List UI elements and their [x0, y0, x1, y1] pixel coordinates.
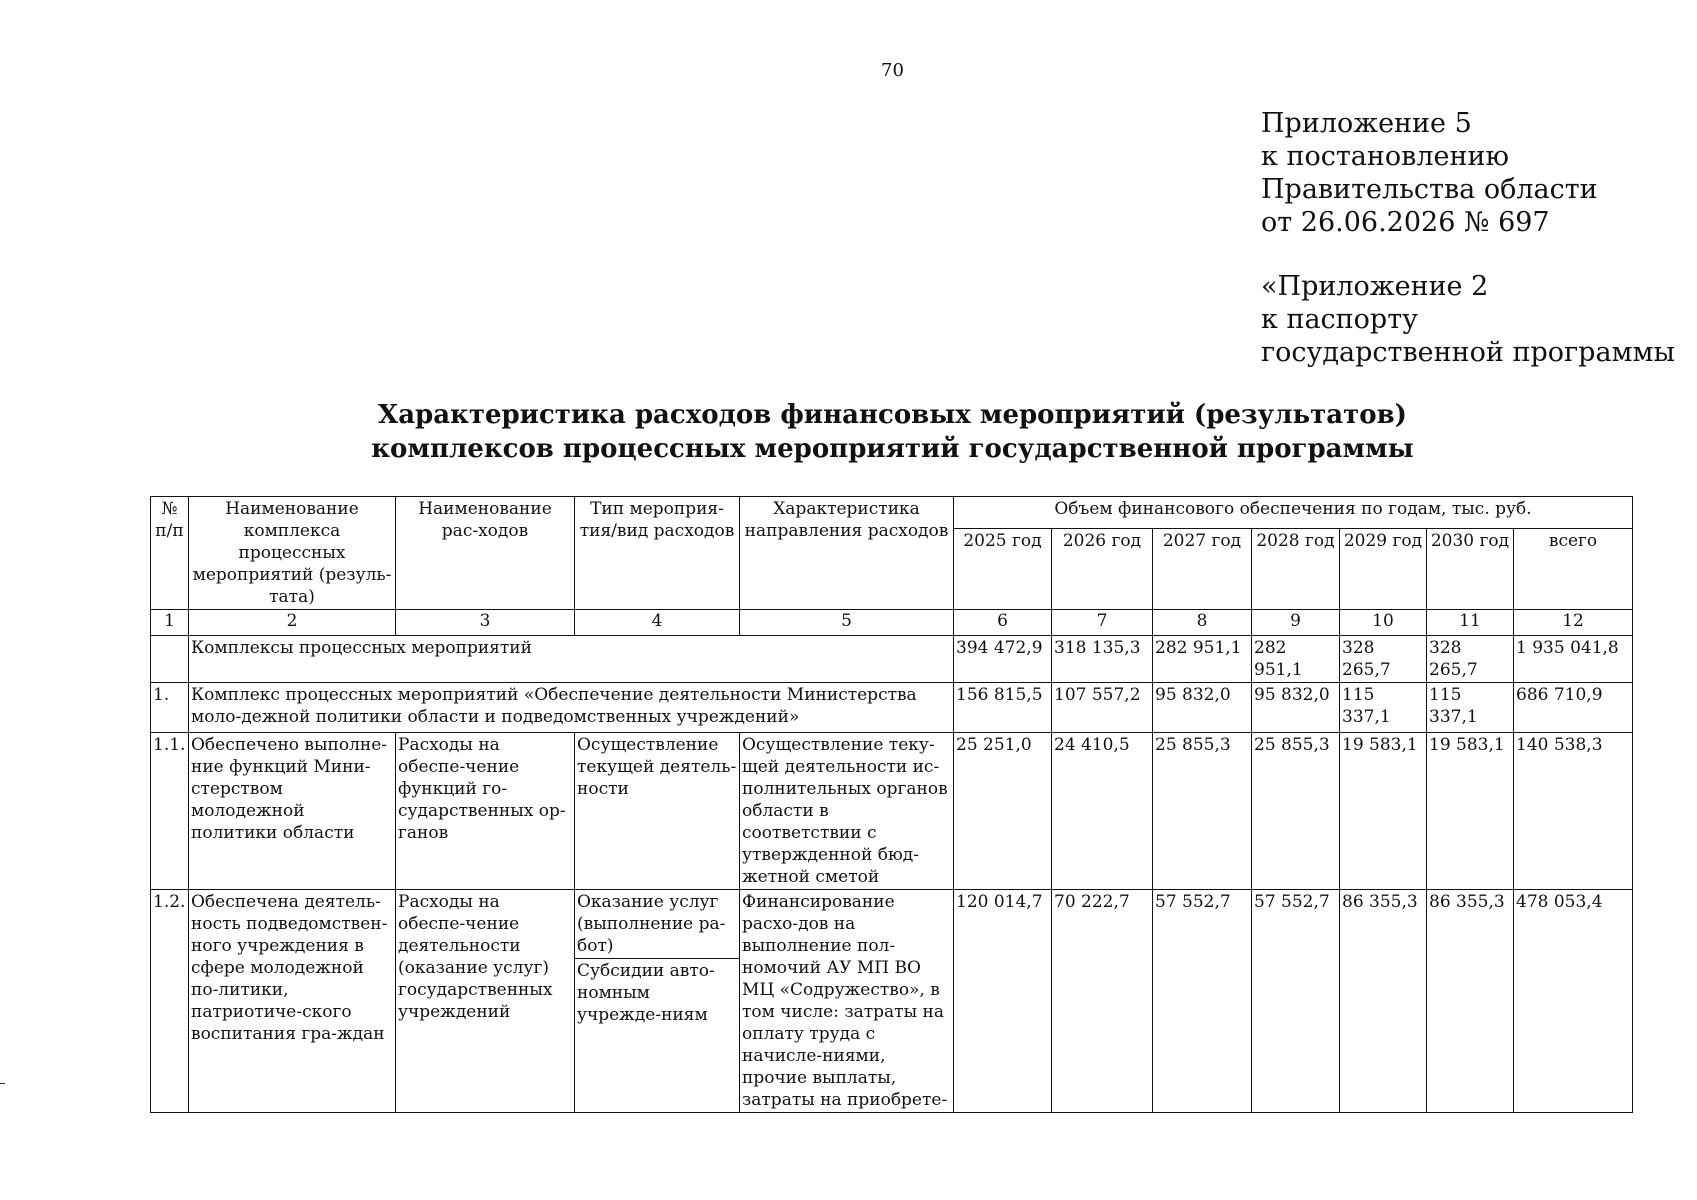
- summary-value: 318 135,3: [1052, 636, 1153, 683]
- row-1-2-value: 86 355,3: [1340, 890, 1427, 1113]
- complex-1-row: [151, 683, 1633, 733]
- summary-value: 328 265,7: [1427, 636, 1514, 683]
- row-1-1-value: 25 855,3: [1252, 733, 1340, 890]
- column-number: 11: [1427, 610, 1514, 636]
- appendix-5-line-2: к постановлению: [1261, 141, 1509, 172]
- row-1-1-name: Обеспечено выполне-ние функций Мини-стерством молодежной политики области: [189, 733, 396, 890]
- column-number: 12: [1514, 610, 1633, 636]
- complex-1-label: Комплекс процессных мероприятий «Обеспечение деятельности Министерства моло-дежной политики области и подведомственных учреждений»: [189, 683, 954, 733]
- complex-1-value: 115 337,1: [1427, 683, 1514, 733]
- row-1-1-value: 25 855,3: [1153, 733, 1252, 890]
- header-total: всего: [1514, 528, 1633, 609]
- column-number: 7: [1052, 610, 1153, 636]
- row-1-2-direction: Финансирование расхо-дов на выполнение пол-номочий АУ МП ВО МЦ «Содружество», в том числе: затраты на оплату труда с начисле-ниями, прочие выплаты, затраты на приобрете-: [740, 890, 954, 1113]
- row-1-1-direction: Осуществление теку-щей деятельности ис-полнительных органов области в соответствии с утвержденной бюд-жетной сметой: [740, 733, 954, 890]
- summary-num: [151, 636, 189, 683]
- row-1-1-value: 24 410,5: [1052, 733, 1153, 890]
- complex-1-value: 107 557,2: [1052, 683, 1153, 733]
- row-1-2: [151, 890, 1633, 1113]
- header-event-type: Тип мероприя-тия/вид расходов: [575, 497, 740, 610]
- complex-1-value: 686 710,9: [1514, 683, 1633, 733]
- row-1-2-type-subsidies: Субсидии авто-номным учрежде-ниям: [575, 958, 739, 1027]
- document-title: [0, 398, 1697, 466]
- row-1-2-name: Обеспечена деятель-ность подведомствен-ного учреждения в сфере молодежной по-литики, патриотиче-ского воспитания гра-ждан: [189, 890, 396, 1113]
- row-1-1-type: Осуществление текущей деятель-ности: [575, 733, 740, 890]
- row-1-1-expense: Расходы на обеспе-чение функций го-сударственных ор-ганов: [396, 733, 575, 890]
- appendix-5-line-4: от 26.06.2026 № 697: [1261, 207, 1550, 238]
- row-1-1-value: 25 251,0: [954, 733, 1052, 890]
- column-number: 8: [1153, 610, 1252, 636]
- row-1-1: [151, 733, 1633, 890]
- header-expense-name: Наименование рас-ходов: [396, 497, 575, 610]
- row-1-2-value: 57 552,7: [1153, 890, 1252, 1113]
- header-funding: Объем финансового обеспечения по годам, тыс. руб.: [954, 497, 1633, 529]
- header-year: 2028 год: [1252, 528, 1340, 609]
- appendix-5-line-1: Приложение 5: [1261, 108, 1472, 139]
- column-number: 2: [189, 610, 396, 636]
- column-number: 6: [954, 610, 1052, 636]
- summary-value: 394 472,9: [954, 636, 1052, 683]
- header-year: 2029 год: [1340, 528, 1427, 609]
- row-1-1-num: 1.1.: [151, 733, 189, 890]
- summary-value: 282 951,1: [1252, 636, 1340, 683]
- complex-1-value: 95 832,0: [1252, 683, 1340, 733]
- financing-table: [150, 496, 1633, 1113]
- header-year: 2030 год: [1427, 528, 1514, 609]
- header-year: 2025 год: [954, 528, 1052, 609]
- row-1-2-value: 86 355,3: [1427, 890, 1514, 1113]
- row-1-2-type: [575, 890, 740, 1113]
- appendix-2-line-1: «Приложение 2: [1261, 271, 1489, 302]
- row-1-1-value: 140 538,3: [1514, 733, 1633, 890]
- row-1-2-expense: Расходы на обеспе-чение деятельности (оказание услуг) государственных учреждений: [396, 890, 575, 1113]
- column-number: 10: [1340, 610, 1427, 636]
- summary-value: 282 951,1: [1153, 636, 1252, 683]
- summary-value: 328 265,7: [1340, 636, 1427, 683]
- page-number: 70: [881, 60, 904, 81]
- appendix-5-line-3: Правительства области: [1261, 174, 1598, 205]
- column-number: 5: [740, 610, 954, 636]
- summary-label: Комплексы процессных мероприятий: [189, 636, 954, 683]
- document-title-line-1: Характеристика расходов финансовых мероприятий (результатов): [378, 400, 1407, 430]
- header-row: [151, 497, 1633, 529]
- summary-row: [151, 636, 1633, 683]
- appendix-5-block: [1261, 107, 1598, 239]
- header-num: № п/п: [151, 497, 189, 610]
- header-complex-name: Наименование комплекса процессных мероприятий (резуль-тата): [189, 497, 396, 610]
- appendix-2-line-3: государственной программы: [1261, 337, 1676, 368]
- column-number-row: [151, 610, 1633, 636]
- column-number: 3: [396, 610, 575, 636]
- row-1-1-value: 19 583,1: [1427, 733, 1514, 890]
- row-1-2-value: 57 552,7: [1252, 890, 1340, 1113]
- header-direction: Характеристика направления расходов: [740, 497, 954, 610]
- margin-mark: [0, 1083, 5, 1084]
- complex-1-value: 115 337,1: [1340, 683, 1427, 733]
- summary-value: 1 935 041,8: [1514, 636, 1633, 683]
- row-1-1-value: 19 583,1: [1340, 733, 1427, 890]
- appendix-2-line-2: к паспорту: [1261, 304, 1419, 335]
- appendix-2-block: [1261, 270, 1675, 369]
- column-number: 4: [575, 610, 740, 636]
- column-number: 1: [151, 610, 189, 636]
- row-1-2-value: 120 014,7: [954, 890, 1052, 1113]
- complex-1-value: 156 815,5: [954, 683, 1052, 733]
- header-year: 2026 год: [1052, 528, 1153, 609]
- complex-1-num: 1.: [151, 683, 189, 733]
- row-1-2-value: 478 053,4: [1514, 890, 1633, 1113]
- document-title-line-2: комплексов процессных мероприятий государственной программы: [371, 434, 1414, 464]
- row-1-2-num: 1.2.: [151, 890, 189, 1113]
- row-1-2-type-services: Оказание услуг (выполнение ра-бот): [577, 892, 726, 956]
- row-1-2-value: 70 222,7: [1052, 890, 1153, 1113]
- header-year: 2027 год: [1153, 528, 1252, 609]
- complex-1-value: 95 832,0: [1153, 683, 1252, 733]
- column-number: 9: [1252, 610, 1340, 636]
